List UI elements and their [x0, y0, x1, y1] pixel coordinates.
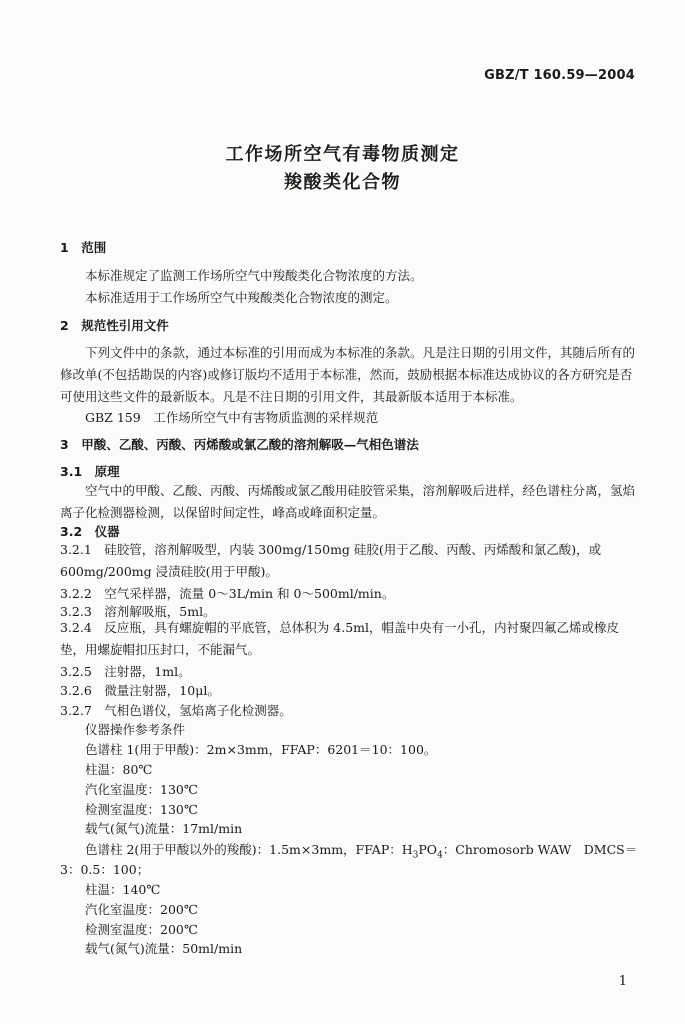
- section-3-heading: 3 甲酸、乙酸、丙酸、丙烯酸或氯乙酸的溶剂解吸—气相色谱法: [60, 437, 419, 452]
- item-3-2-2: 3.2.2 空气采样器，流量 0～3L/min 和 0～500ml/min。: [60, 586, 395, 601]
- section-2-heading: 2 规范性引用文件: [60, 318, 169, 333]
- page-title-line1: 工作场所空气有毒物质测定: [225, 144, 460, 165]
- column-2-injector-temp: 汽化室温度：200℃: [85, 902, 198, 917]
- item-3-2-1: 3.2.1 硅胶管，溶剂解吸型，内装 300mg/150mg 硅胶(用于乙酸、丙酸、丙烯酸和氯乙酸)，或 600mg/200mg 浸渍硅胶(用于甲酸)。: [60, 542, 602, 579]
- standard-number: GBZ/T 160.59—2004: [484, 68, 635, 83]
- section-3-1-para: 空气中的甲酸、乙酸、丙酸、丙烯酸或氯乙酸用硅胶管采集，溶剂解吸后进样，经色谱柱分离，氢焰离子化检测器检测，以保留时间定性，峰高或峰面积定量。: [60, 483, 636, 520]
- column-1-gas-flow: 载气(氮气)流量：17ml/min: [85, 821, 243, 836]
- section-2-reference: GBZ 159 工作场所空气中有害物质监测的采样规范: [85, 410, 379, 425]
- page-title-line2: 羧酸类化合物: [284, 172, 401, 193]
- item-3-2-7: 3.2.7 气相色谱仪，氢焰离子化检测器。: [60, 703, 292, 718]
- section-3-1-heading: 3.1 原理: [60, 464, 120, 479]
- column-1-spec: 色谱柱 1(用于甲酸)：2m×3mm，FFAP：6201＝10：100。: [85, 742, 437, 757]
- column-2-spec-cont: 3：0.5：100；: [60, 862, 150, 877]
- section-1-heading: 1 范围: [60, 240, 107, 255]
- item-3-2-6: 3.2.6 微量注射器，10μl。: [60, 683, 220, 698]
- section-1-para-1: 本标准规定了监测工作场所空气中羧酸类化合物浓度的方法。: [85, 268, 423, 283]
- section-1-para-2: 本标准适用于工作场所空气中羧酸类化合物浓度的测定。: [85, 290, 398, 305]
- item-3-2-3: 3.2.3 溶剂解吸瓶，5ml。: [60, 604, 216, 619]
- column-2-temp: 柱温：140℃: [85, 882, 161, 897]
- column-1-temp: 柱温：80℃: [85, 762, 153, 777]
- column-1-injector-temp: 汽化室温度：130℃: [85, 782, 198, 797]
- section-3-2-heading: 3.2 仪器: [60, 524, 120, 539]
- column-2-gas-flow: 载气(氮气)流量：50ml/min: [85, 941, 243, 956]
- page-number: 1: [618, 974, 627, 989]
- section-2-para-1: 下列文件中的条款，通过本标准的引用而成为本标准的条款。凡是注日期的引用文件，其随后所有的修改单(不包括勘误的内容)或修订版均不适用于本标准，然而，鼓励根据本标准达成协议的各方研究是否可使用这些文件的最新版本。凡是不注日期的引用文件，其最新版本适用于本标准。: [60, 345, 636, 404]
- column-1-detector-temp: 检测室温度：130℃: [85, 802, 198, 817]
- conditions-title: 仪器操作参考条件: [85, 722, 186, 737]
- item-3-2-4: 3.2.4 反应瓶，具有螺旋帽的平底管，总体积为 4.5ml，帽盖中央有一小孔，内衬聚四氟乙烯或橡皮垫，用螺旋帽扣压封口，不能漏气。: [60, 620, 620, 657]
- item-3-2-5: 3.2.5 注射器，1ml。: [60, 664, 191, 679]
- column-2-detector-temp: 检测室温度：200℃: [85, 922, 198, 937]
- column-2-spec: 色谱柱 2(用于甲酸以外的羧酸)：1.5m×3mm，FFAP：$H_3PO_4$：Chromosorb WAW DMCS＝: [85, 842, 638, 861]
